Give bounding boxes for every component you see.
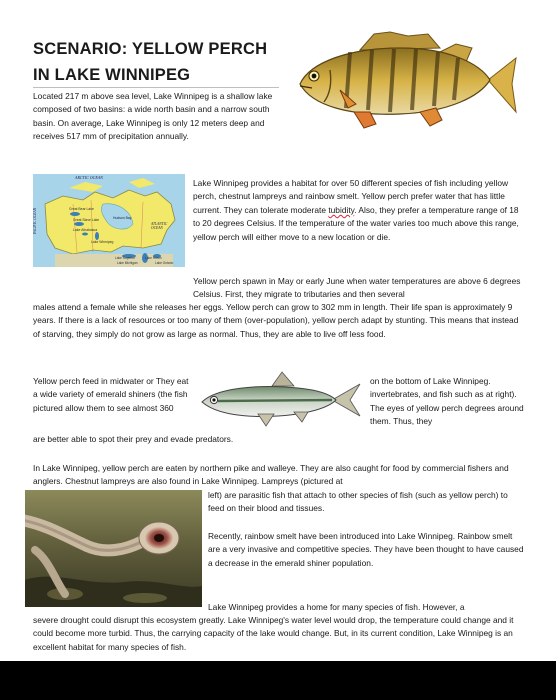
yellow-perch-image: [290, 28, 522, 140]
lamprey-paragraph: left) are parasitic fish that attach to other species of fish (such as yellow perch) to feed on their blood and tissues.: [208, 490, 508, 514]
habitat-text-end: . Also, they prefer a temperature range of 18 to 20 degrees Celsius. If the temperature of the water varies too much above this range, yellow perch will either move to a new location or die.: [193, 204, 519, 242]
map-label-huron: Lake Huron: [145, 256, 162, 260]
map-label-pacific: PACIFIC OCEAN: [33, 208, 37, 234]
emerald-shiner-image: [198, 370, 364, 430]
map-label-athabasca: Lake Athabasca: [73, 228, 98, 232]
habitat-paragraph: [193, 177, 527, 244]
predators-paragraph: In Lake Winnipeg, yellow perch are eaten by northern pike and walleye. They are also caught for food by commercial fishers and anglers. Chestnut lampreys are also found in Lake Winnipeg. Lampreys (pictured at: [33, 463, 509, 487]
intro-paragraph: Located 217 m above sea level, Lake Winnipeg is a shallow lake composed of two basins: a wide north basin and a narrow south basin. On average, Lake Winnipeg is only 12 meters deep and receives 517 mm of precipitation annually.: [33, 91, 273, 142]
spawn-paragraph-start: Yellow perch spawn in May or early June when water temperatures are above 6 degrees Celsius. First, they migrate to tributaries and then several: [193, 276, 521, 300]
map-label-winnipeg: Lake Winnipeg: [91, 240, 114, 244]
map-label-great-slave: Great Slave Lake: [73, 218, 100, 222]
canada-map-graphic: [33, 174, 185, 267]
lamprey-graphic: [25, 490, 202, 607]
map-label-michigan: Lake Michigan: [117, 261, 138, 265]
map-label-atlantic: ATLANTIC OCEAN: [151, 222, 168, 230]
feeding-text-right: on the bottom of Lake Winnipeg. invertebrates, and fish such as at right). The eyes of yellow perch degrees around them. Thus, they: [370, 376, 524, 427]
title-divider: [33, 87, 279, 88]
drought-paragraph-start: Lake Winnipeg provides a home for many species of fish. However, a: [208, 602, 465, 612]
spawn-paragraph-continued: males attend a female while she releases her eggs. Yellow perch can grow to 302 mm in length. Their life span is approximately 9 years. If there is a lack of resources or too many of them (over-population), yellow perch adapt by stunting. This means that instead of starving, they simply do not grow as large as normal. Thus, they are able to live off less food.: [33, 302, 519, 339]
map-label-great-bear: Great Bear Lake: [69, 207, 94, 211]
map-label-superior: Lake Superior: [115, 256, 135, 260]
map-label-hudson: Hudson Bay: [113, 216, 132, 220]
feeding-text-left: Yellow perch feed in midwater or They eat a wide variety of emerald shiners (the fish pictured allow them to see almost 360: [33, 376, 189, 413]
misspelled-word: tubidity: [328, 204, 355, 215]
drought-paragraph-continued: severe drought could disrupt this ecosystem greatly. Lake Winnipeg's water level would drop, the temperature could change and it could become more turbid. Thus, the carrying capacity of the lake would change. But, in its current condition, Lake Winnipeg is an excellent habitat for many species of fish.: [33, 615, 514, 652]
canada-map: [33, 174, 185, 267]
map-label-ontario: Lake Ontario: [155, 261, 174, 265]
lamprey-photo: [25, 490, 202, 607]
smelt-paragraph: Recently, rainbow smelt have been introduced into Lake Winnipeg. Rainbow smelt are a very invasive and competitive species. They have been thought to have caused a decrease in the emerald shiner population.: [208, 531, 524, 568]
habitat-text-start: Lake Winnipeg provides a habitat for over 50 different species of fish including yellow perch, chestnut lampreys and rainbow smelt. Yellow perch prefer water that has little current. They can tolerate moderate: [193, 178, 509, 215]
bottom-black-bar: [0, 661, 556, 700]
map-label-arctic: ARCTIC OCEAN: [75, 175, 103, 180]
page-title: SCENARIO: YELLOW PERCH IN LAKE WINNIPEG: [33, 40, 268, 84]
feeding-text-bottom: are better able to spot their prey and evade predators.: [33, 434, 234, 444]
